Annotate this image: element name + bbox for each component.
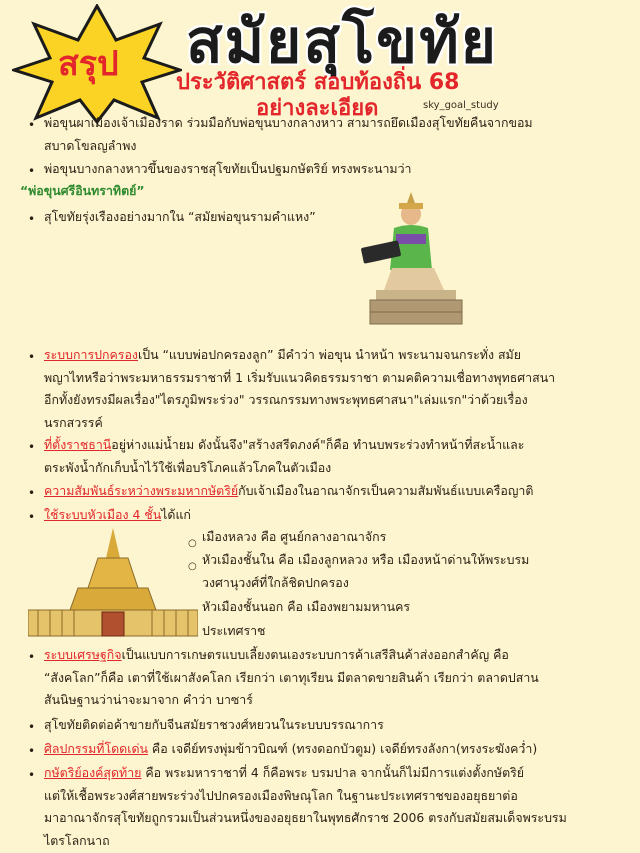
- province-item: ประเทศราช: [202, 623, 266, 638]
- pagoda-illustration: [28, 528, 198, 640]
- relation-section: ความสัมพันธ์ระหว่างพระมหากษัตริย์กับเจ้าเมืองในอาณาจักรเป็นความสัมพันธ์แบบเครือญาติ: [44, 483, 534, 498]
- last-king-title: กษัตริย์องค์สุดท้าย: [44, 765, 142, 780]
- page-title: สมัยสุโขทัย: [186, 7, 498, 77]
- governance-title: ระบบการปกครอง: [44, 347, 138, 362]
- province-item: เมืองหลวง คือ ศูนย์กลางอาณาจักร: [202, 529, 387, 544]
- intro-item-1: พ่อขุนผาเมืองเจ้าเมืองราด ร่วมมือกับพ่อขุนบางกลางหาว สามารถยึดเมืองสุโขทัยคืนจากขอม สบาดโขลญลำพง: [44, 115, 533, 153]
- capital-title: ที่ตั้งราชธานี: [44, 437, 112, 452]
- circle-bullet: ○: [188, 538, 197, 549]
- capital-section: ที่ตั้งราชธานีอยู่ห่างแม่น้ำยม ดังนั้นจึง"สร้างสรีดภงค์"ก็คือ ทำนบพระร่วงทำหน้าที่สะน้ำและ ตระพังน้ำกักเก็บน้ำไว้ใช้เพื่อบริโภคแล้วโภคในตัวเมือง: [44, 437, 525, 475]
- circle-bullet: ○: [188, 561, 197, 572]
- badge-text: สรุป: [58, 44, 119, 84]
- author-handle: sky_goal_study: [423, 100, 499, 111]
- province-item: หัวเมืองชั้นใน คือ เมืองลูกหลวง หรือ เมืองหน้าด่านให้พระบรม: [202, 552, 530, 567]
- subtitle-line1: ประวัติศาสตร์ สอบท้องถิ่น 68: [176, 70, 460, 95]
- art-title: ศิลปกรรมที่โดดเด่น: [44, 741, 148, 756]
- bullet: •: [28, 650, 36, 664]
- subtitle-line2: อย่างละเอียด: [256, 96, 379, 121]
- economy-title: ระบบเศรษฐกิจ: [44, 647, 122, 662]
- prosper-text: สุโขทัยรุ่งเรืองอย่างมากใน “สมัยพ่อขุนรามคำแหง”: [44, 209, 316, 224]
- bullet: •: [28, 486, 36, 500]
- last-king-section: กษัตริย์องค์สุดท้าย คือ พระมหาราชาที่ 4 ก็คือพระ บรมปาล จากนั้นก็ไม่มีการแต่งตั้งกษัตริย์ แต่ให้เชื้อพระวงศ์สายพระร่วงไปปกครองเมืองพิษณุโลก ในฐานะประเทศราชของอยุธยาต่อ มาอาณาจักรสุโขทัยถูกรวมเป็นส่วนหนึ่งของอยุธยาในพุทธศักราช 2006 ตรงกับสมัยสมเด็จพระบรม ไตรโลกนาถ: [44, 765, 567, 848]
- bullet: •: [28, 768, 36, 782]
- relation-title: ความสัมพันธ์ระหว่างพระมหากษัตริย์: [44, 483, 239, 498]
- bullet: •: [28, 440, 36, 454]
- economy-section: ระบบเศรษฐกิจเป็นแบบการเกษตรแบบเลี้ยงตนเองระบบการค้าเสรีสินค้าส่งออกสำคัญ คือ “สังคโลก”ก็คือ เตาที่ใช้เผาสังคโลก เรียกว่า เตาทุเรียน มีตลาดขายสินค้า เรียกว่า ตลาดปสาน สันนิษฐานว่าน่าจะมาจาก คำว่า บาซาร์: [44, 647, 539, 708]
- king-name: “พ่อขุนศรีอินทราทิตย์”: [20, 183, 145, 198]
- king-illustration: [356, 190, 466, 330]
- bullet: •: [28, 350, 36, 364]
- china-trade: สุโขทัยติดต่อค้าขายกับจีนสมัยราชวงศ์หยวนในระบบบรรณาการ: [44, 717, 384, 732]
- province-item-cont: วงศานุวงศ์ที่ใกล้ชิดปกครอง: [202, 575, 349, 590]
- governance-section: ระบบการปกครองเป็น “แบบพ่อปกครองลูก” มีคำว่า พ่อขุน นำหน้า พระนามจนกระทั่ง สมัย พญาไทหรือว่าพระมหาธรรมราชาที่ 1 เริ่มรับแนวคิดธรรมราชา ตามคติความเชื่อทางพุทธศาสนา อีกทั้งยังทรงมีผลเรื่อง"ไตรภูมิพระร่วง" วรรณกรรมทางพระพุทธศาสนา"เล่มแรก"ว่าด้วยเรื่อง นรกสวรรค์: [44, 347, 556, 430]
- provinces-heading: ใช้ระบบหัวเมือง 4 ชั้นได้แก่: [44, 507, 191, 522]
- bullet: •: [28, 164, 36, 178]
- bullet: •: [28, 118, 36, 132]
- bullet: •: [28, 510, 36, 524]
- province-item: หัวเมืองชั้นนอก คือ เมืองพยามมหานคร: [202, 599, 411, 614]
- art-section: ศิลปกรรมที่โดดเด่น คือ เจดีย์ทรงพุ่มข้าวบิณฑ์ (ทรงดอกบัวตูม) เจดีย์ทรงลังกา(ทรงระฆังคว่ำ): [44, 741, 538, 756]
- intro-item-2: พ่อขุนบางกลางหาวขึ้นของราชสุโขทัยเป็นปฐมกษัตริย์ ทรงพระนามว่า: [44, 161, 412, 176]
- bullet: •: [28, 212, 36, 226]
- bullet: •: [28, 744, 36, 758]
- provinces-title: ใช้ระบบหัวเมือง 4 ชั้น: [44, 507, 162, 522]
- bullet: •: [28, 720, 36, 734]
